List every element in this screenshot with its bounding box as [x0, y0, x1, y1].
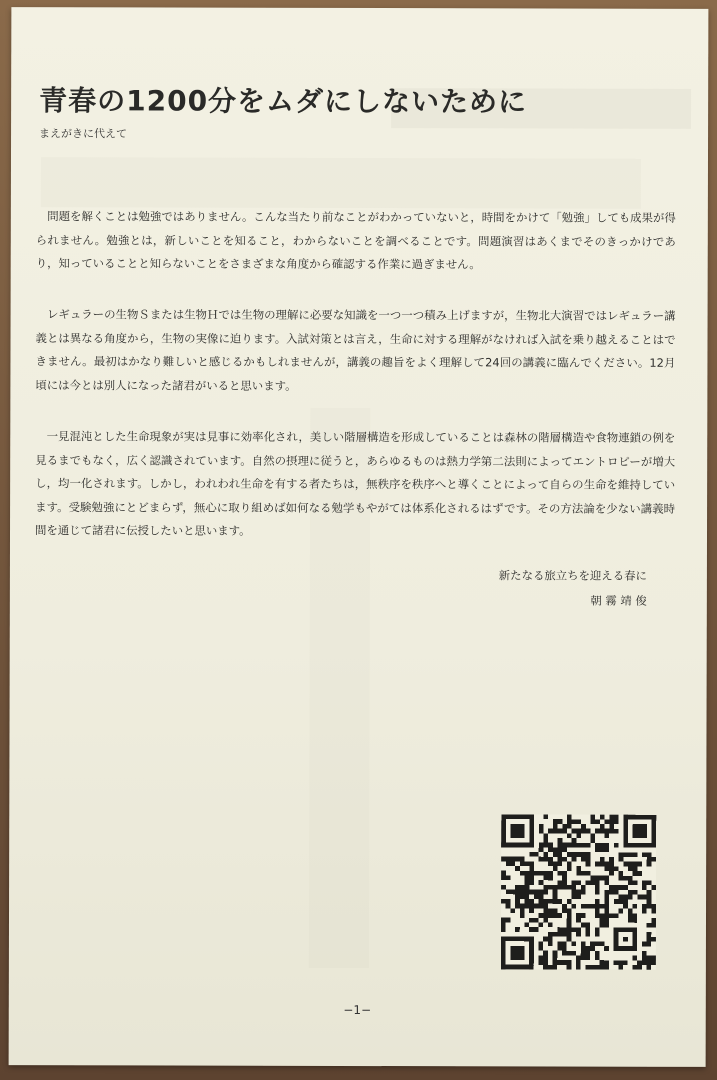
closing-line: 新たなる旅立ちを迎える春に — [498, 568, 647, 583]
document-page — [9, 7, 709, 1067]
author-name: 朝 霧 靖 俊 — [590, 593, 647, 608]
qr-code-icon[interactable] — [501, 814, 656, 969]
paragraph-3: 一見混沌とした生命現象が実は見事に効率化され，美しい階層構造を形成していることは森林の階層構造や食物連鎖の例を見るまでもなく，広く認識されています。自然の摂理に従うと，あらゆるものは熱力学第二法則によってエントロピーが増大し，均一化されます。しかし，われわれ生命を有する者たちは，無秩序を秩序へと導くことによって自らの生命を維持しています。受験勉強にとどまらず，無心に取り組めば如何なる勉学もやがては体系化されるはずです。その方法論を少ない講義時間を通じて諸君に伝授したいと思います。 — [34, 429, 676, 538]
page-number: −1− — [343, 1002, 372, 1018]
paragraph-2: レギュラーの生物Ｓまたは生物Ｈでは生物の理解に必要な知識を一つ一つ積み上げますが，生物北大演習ではレギュラー講義とは異なる角度から，生物の実像に迫ります。入試対策とは言え，生命に対する理解がなければ入試を乗り越えることはできません。最初はかなり難しいと感じるかもしれませんが，講義の趣旨をよく理解して24回の講義に臨んでください。12月頃には今とは別人になった諸君がいると思います。 — [35, 307, 676, 393]
page-subtitle: まえがきに代えて — [39, 127, 128, 141]
bleed-through-shadow — [41, 157, 641, 209]
paragraph-1: 問題を解くことは勉強ではありません。こんな当たり前なことがわかっていないと，時間をかけて「勉強」しても成果が得られません。勉強とは，新しいことを知ること，わからないことを調べることです。問題演習はあくまでそのきっかけであり，知っていることと知らないことをさまざまな角度から確認する作業に過ぎません。 — [35, 209, 676, 272]
page-title: 青春の1200分をムダにしないために — [39, 84, 528, 119]
